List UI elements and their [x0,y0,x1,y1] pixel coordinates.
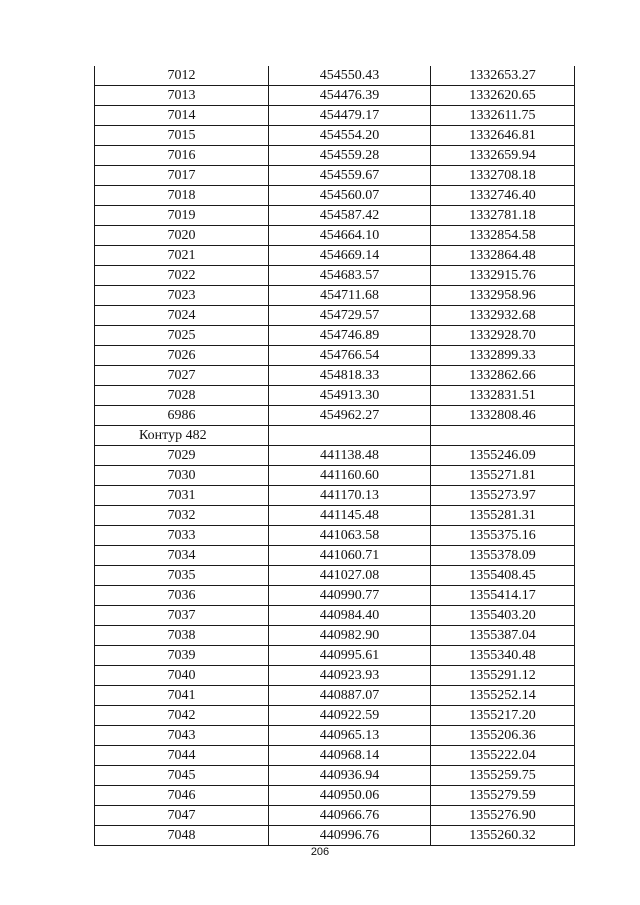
x-coordinate-cell: 454560.07 [269,186,431,206]
table-row [95,146,575,166]
y-coordinate-cell: 1355222.04 [431,746,575,766]
point-number-cell: 7030 [95,466,269,486]
point-number-cell: 7022 [95,266,269,286]
x-coordinate-cell: 440966.76 [269,806,431,826]
table-row [95,706,575,726]
y-coordinate-cell: 1355281.31 [431,506,575,526]
point-number-cell: 7016 [95,146,269,166]
y-coordinate-cell: 1332958.96 [431,286,575,306]
x-coordinate-cell: 454554.20 [269,126,431,146]
x-coordinate-cell: 441145.48 [269,506,431,526]
section-header-row [95,426,575,446]
table-row [95,686,575,706]
point-number-cell: 7042 [95,706,269,726]
y-coordinate-cell: 1355408.45 [431,566,575,586]
point-number-cell: 7025 [95,326,269,346]
x-coordinate-cell: 441060.71 [269,546,431,566]
table-row [95,266,575,286]
y-coordinate-cell: 1355403.20 [431,606,575,626]
table-row [95,246,575,266]
y-coordinate-cell: 1355414.17 [431,586,575,606]
point-number-cell: 7020 [95,226,269,246]
x-coordinate-cell: 441160.60 [269,466,431,486]
table-row [95,346,575,366]
x-coordinate-cell: 440922.59 [269,706,431,726]
y-coordinate-cell: 1332646.81 [431,126,575,146]
point-number-cell: 7012 [95,66,269,86]
table-row [95,186,575,206]
y-coordinate-cell: 1332862.66 [431,366,575,386]
point-number-cell: 7037 [95,606,269,626]
point-number-cell: 7013 [95,86,269,106]
point-number-cell: 7043 [95,726,269,746]
table-row [95,766,575,786]
y-coordinate-cell: 1332854.58 [431,226,575,246]
x-coordinate-cell: 440968.14 [269,746,431,766]
empty-cell [431,426,575,446]
point-number-cell: 7029 [95,446,269,466]
y-coordinate-cell: 1332932.68 [431,306,575,326]
y-coordinate-cell: 1355378.09 [431,546,575,566]
table-row [95,206,575,226]
point-number-cell: 7041 [95,686,269,706]
x-coordinate-cell: 454683.57 [269,266,431,286]
x-coordinate-cell: 440936.94 [269,766,431,786]
point-number-cell: 7028 [95,386,269,406]
y-coordinate-cell: 1332781.18 [431,206,575,226]
table-row [95,646,575,666]
y-coordinate-cell: 1332808.46 [431,406,575,426]
empty-cell [269,426,431,446]
point-number-cell: 7027 [95,366,269,386]
point-number-cell: 7023 [95,286,269,306]
y-coordinate-cell: 1332611.75 [431,106,575,126]
point-number-cell: 7032 [95,506,269,526]
point-number-cell: 7040 [95,666,269,686]
x-coordinate-cell: 454766.54 [269,346,431,366]
table-row [95,126,575,146]
point-number-cell: 6986 [95,406,269,426]
table-row [95,806,575,826]
x-coordinate-cell: 440887.07 [269,686,431,706]
point-number-cell: 7044 [95,746,269,766]
x-coordinate-cell: 441138.48 [269,446,431,466]
y-coordinate-cell: 1332653.27 [431,66,575,86]
x-coordinate-cell: 454550.43 [269,66,431,86]
point-number-cell: 7039 [95,646,269,666]
point-number-cell: 7031 [95,486,269,506]
x-coordinate-cell: 454913.30 [269,386,431,406]
x-coordinate-cell: 440965.13 [269,726,431,746]
x-coordinate-cell: 454559.28 [269,146,431,166]
x-coordinate-cell: 441170.13 [269,486,431,506]
point-number-cell: 7014 [95,106,269,126]
x-coordinate-cell: 440990.77 [269,586,431,606]
x-coordinate-cell: 454479.17 [269,106,431,126]
y-coordinate-cell: 1355252.14 [431,686,575,706]
x-coordinate-cell: 454476.39 [269,86,431,106]
table-row [95,66,575,86]
x-coordinate-cell: 454669.14 [269,246,431,266]
table-row [95,226,575,246]
y-coordinate-cell: 1355276.90 [431,806,575,826]
x-coordinate-cell: 440923.93 [269,666,431,686]
point-number-cell: 7017 [95,166,269,186]
table-row [95,106,575,126]
table-row [95,726,575,746]
table-row [95,786,575,806]
point-number-cell: 7048 [95,826,269,846]
table-row [95,386,575,406]
coordinates-table-body [95,66,575,846]
point-number-cell: 7045 [95,766,269,786]
y-coordinate-cell: 1355271.81 [431,466,575,486]
point-number-cell: 7019 [95,206,269,226]
y-coordinate-cell: 1355279.59 [431,786,575,806]
y-coordinate-cell: 1355387.04 [431,626,575,646]
table-row [95,486,575,506]
x-coordinate-cell: 454746.89 [269,326,431,346]
point-number-cell: 7036 [95,586,269,606]
coordinates-table [94,66,575,846]
table-row [95,606,575,626]
section-label-cell: Контур 482 [95,426,269,446]
y-coordinate-cell: 1332915.76 [431,266,575,286]
point-number-cell: 7038 [95,626,269,646]
table-row [95,286,575,306]
x-coordinate-cell: 440950.06 [269,786,431,806]
y-coordinate-cell: 1332659.94 [431,146,575,166]
table-row [95,666,575,686]
point-number-cell: 7018 [95,186,269,206]
x-coordinate-cell: 454711.68 [269,286,431,306]
y-coordinate-cell: 1332864.48 [431,246,575,266]
x-coordinate-cell: 454962.27 [269,406,431,426]
y-coordinate-cell: 1355340.48 [431,646,575,666]
point-number-cell: 7015 [95,126,269,146]
point-number-cell: 7035 [95,566,269,586]
table-row [95,626,575,646]
table-row [95,406,575,426]
table-row [95,446,575,466]
y-coordinate-cell: 1332928.70 [431,326,575,346]
y-coordinate-cell: 1355246.09 [431,446,575,466]
x-coordinate-cell: 454559.67 [269,166,431,186]
y-coordinate-cell: 1355260.32 [431,826,575,846]
y-coordinate-cell: 1355273.97 [431,486,575,506]
y-coordinate-cell: 1355206.36 [431,726,575,746]
y-coordinate-cell: 1332746.40 [431,186,575,206]
x-coordinate-cell: 441063.58 [269,526,431,546]
point-number-cell: 7024 [95,306,269,326]
point-number-cell: 7047 [95,806,269,826]
y-coordinate-cell: 1355375.16 [431,526,575,546]
table-row [95,86,575,106]
x-coordinate-cell: 440995.61 [269,646,431,666]
x-coordinate-cell: 454587.42 [269,206,431,226]
table-row [95,166,575,186]
point-number-cell: 7026 [95,346,269,366]
y-coordinate-cell: 1355291.12 [431,666,575,686]
x-coordinate-cell: 440984.40 [269,606,431,626]
table-row [95,826,575,846]
x-coordinate-cell: 454818.33 [269,366,431,386]
y-coordinate-cell: 1332708.18 [431,166,575,186]
table-row [95,326,575,346]
point-number-cell: 7034 [95,546,269,566]
table-row [95,526,575,546]
y-coordinate-cell: 1355259.75 [431,766,575,786]
table-row [95,306,575,326]
table-row [95,506,575,526]
point-number-cell: 7033 [95,526,269,546]
table-row [95,546,575,566]
page-number: 206 [310,846,330,858]
x-coordinate-cell: 454729.57 [269,306,431,326]
table-row [95,586,575,606]
x-coordinate-cell: 454664.10 [269,226,431,246]
table-row [95,366,575,386]
table-row [95,466,575,486]
point-number-cell: 7021 [95,246,269,266]
y-coordinate-cell: 1332831.51 [431,386,575,406]
x-coordinate-cell: 440982.90 [269,626,431,646]
x-coordinate-cell: 440996.76 [269,826,431,846]
y-coordinate-cell: 1355217.20 [431,706,575,726]
point-number-cell: 7046 [95,786,269,806]
y-coordinate-cell: 1332620.65 [431,86,575,106]
y-coordinate-cell: 1332899.33 [431,346,575,366]
table-row [95,746,575,766]
x-coordinate-cell: 441027.08 [269,566,431,586]
table-row [95,566,575,586]
